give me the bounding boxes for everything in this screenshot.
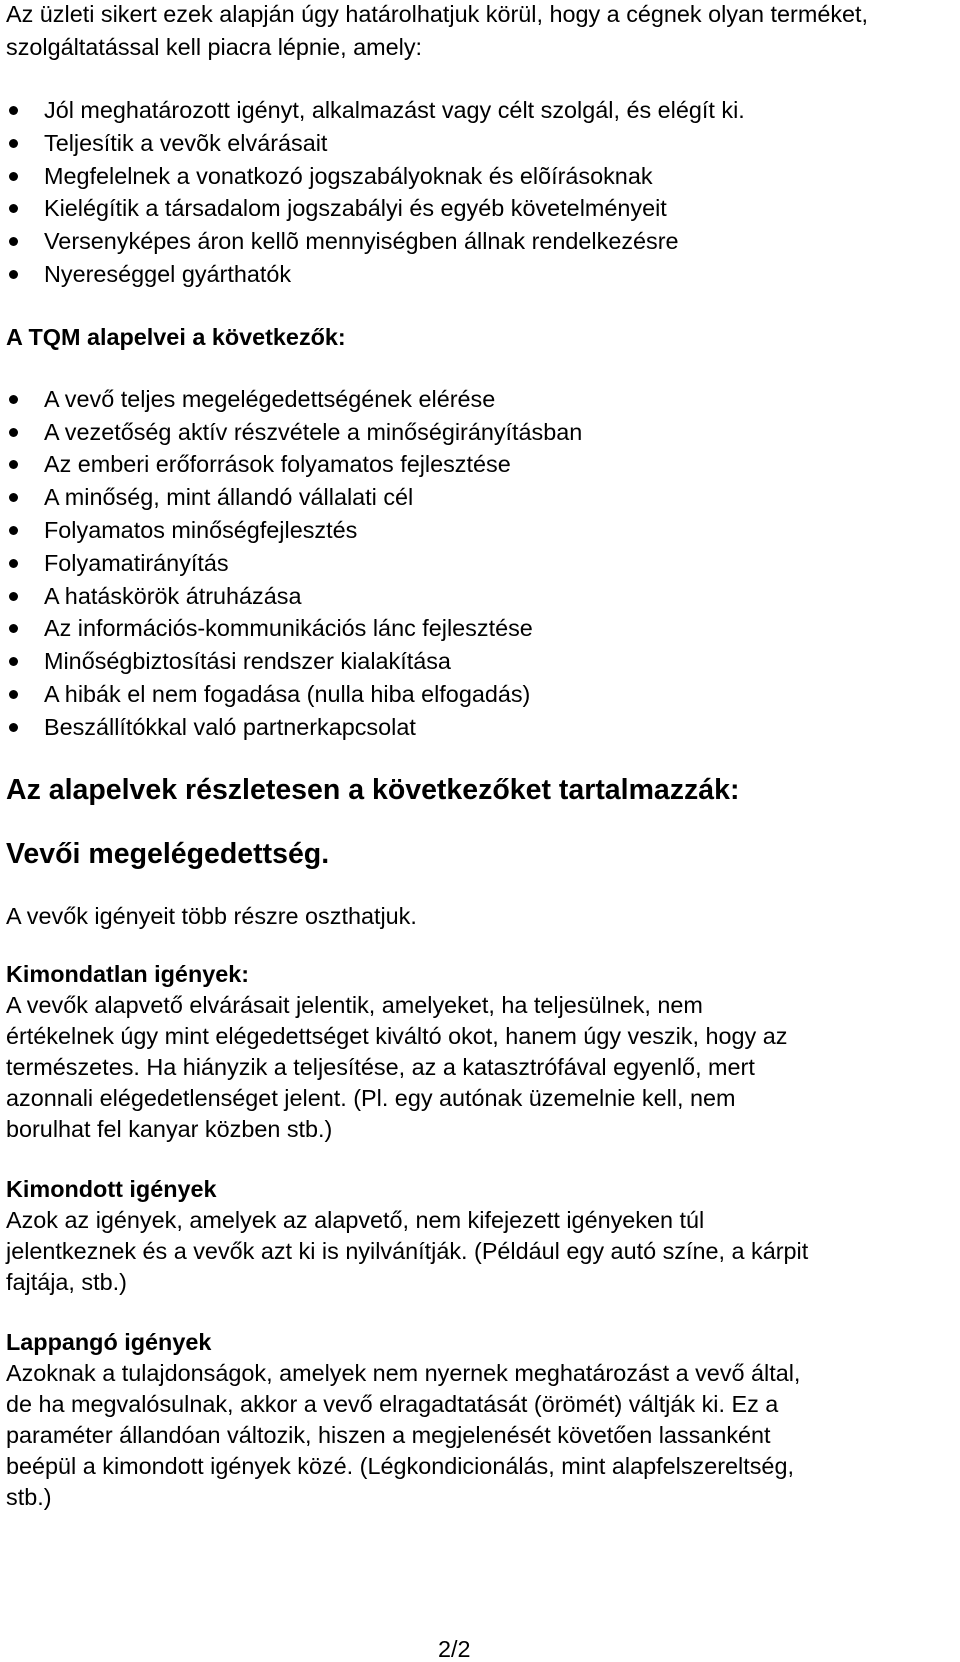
section-line: A vevők alapvető elvárásait jelentik, amelyeket, ha teljesülnek, nem	[6, 991, 703, 1018]
list-item: Minőségbiztosítási rendszer kialakítása	[6, 645, 950, 678]
customer-intro: A vevők igényeit több részre oszthatjuk.	[6, 902, 417, 929]
list-item: A hatáskörök átruházása	[6, 580, 950, 613]
list-item: Nyereséggel gyárthatók	[6, 258, 950, 291]
section-spoken-needs	[6, 1173, 950, 1298]
section-line: természetes. Ha hiányzik a teljesítése, az a katasztrófával egyenlő, mert	[6, 1053, 755, 1080]
bullet-icon	[9, 172, 18, 181]
section-line: Azoknak a tulajdonságok, amelyek nem nyernek meghatározást a vevő által,	[6, 1359, 801, 1386]
section-line: de ha megvalósulnak, akkor a vevő elragadtatását (örömét) váltják ki. Ez a	[6, 1390, 779, 1417]
list-item: Az emberi erőforrások folyamatos fejlesztése	[6, 448, 950, 481]
list-item: Megfelelnek a vonatkozó jogszabályoknak és elõírásoknak	[6, 160, 950, 193]
bullet-icon	[9, 460, 18, 469]
section-line: fajtája, stb.)	[6, 1268, 127, 1295]
bullet-icon	[9, 559, 18, 568]
details-heading: Az alapelvek részletesen a következőket tartalmazzák:	[6, 773, 740, 806]
tqm-heading: A TQM alapelvei a következők:	[6, 323, 346, 350]
section-unspoken-needs	[6, 958, 950, 1145]
bullet-icon	[9, 657, 18, 666]
bullet-icon	[9, 270, 18, 279]
section-line: borulhat fel kanyar közben stb.)	[6, 1115, 333, 1142]
list-item: A hibák el nem fogadása (nulla hiba elfogadás)	[6, 678, 950, 711]
bullet-icon	[9, 204, 18, 213]
section-line: értékelnek úgy mint elégedettséget kiváltó okot, hanem úgy veszik, hogy az	[6, 1022, 788, 1049]
section-title: Kimondatlan igények:	[6, 960, 250, 987]
section-line: jelentkeznek és a vevők azt ki is nyilvánítják. (Például egy autó színe, a kárpit	[6, 1237, 809, 1264]
list-item: Az információs-kommunikációs lánc fejlesztése	[6, 612, 950, 645]
section-title: Lappangó igények	[6, 1328, 212, 1355]
list-item: Teljesítik a vevõk elvárásait	[6, 127, 950, 160]
list-item: Jól meghatározott igényt, alkalmazást vagy célt szolgál, és elégít ki.	[6, 94, 950, 127]
customer-satisfaction-heading: Vevői megelégedettség.	[6, 837, 330, 870]
section-line: stb.)	[6, 1483, 52, 1510]
section-title: Kimondott igények	[6, 1175, 217, 1202]
list-item: A minőség, mint állandó vállalati cél	[6, 481, 950, 514]
list-item: Kielégítik a társadalom jogszabályi és egyéb követelményeit	[6, 192, 950, 225]
tqm-principles-list	[6, 383, 950, 744]
section-line: paraméter állandóan változik, hiszen a megjelenését követően lassanként	[6, 1421, 771, 1448]
document-page	[6, 0, 950, 1513]
bullet-icon	[9, 690, 18, 699]
business-success-list	[6, 94, 950, 291]
page-number: 2/2	[438, 1636, 471, 1662]
section-line: azonnali elégedetlenséget jelent. (Pl. egy autónak üzemelnie kell, nem	[6, 1084, 736, 1111]
bullet-icon	[9, 526, 18, 535]
bullet-icon	[9, 624, 18, 633]
section-line: beépül a kimondott igények közé. (Légkondicionálás, mint alapfelszereltség,	[6, 1452, 794, 1479]
bullet-icon	[9, 237, 18, 246]
bullet-icon	[9, 428, 18, 437]
section-latent-needs	[6, 1326, 950, 1513]
list-item: Folyamatirányítás	[6, 547, 950, 580]
list-item: Versenyképes áron kellõ mennyiségben állnak rendelkezésre	[6, 225, 950, 258]
list-item: A vevő teljes megelégedettségének elérése	[6, 383, 950, 416]
bullet-icon	[9, 493, 18, 502]
list-item: Beszállítókkal való partnerkapcsolat	[6, 711, 950, 744]
bullet-icon	[9, 723, 18, 732]
bullet-icon	[9, 395, 18, 404]
bullet-icon	[9, 106, 18, 115]
section-line: Azok az igények, amelyek az alapvető, nem kifejezett igényeken túl	[6, 1206, 705, 1233]
list-item: Folyamatos minőségfejlesztés	[6, 514, 950, 547]
list-item: A vezetőség aktív részvétele a minőségirányításban	[6, 416, 950, 449]
bullet-icon	[9, 592, 18, 601]
intro-paragraph: Az üzleti sikert ezek alapján úgy határolhatjuk körül, hogy a cégnek olyan terméket, szolgáltatással kell piacra lépnie, amely:	[6, 1, 869, 60]
bullet-icon	[9, 139, 18, 148]
